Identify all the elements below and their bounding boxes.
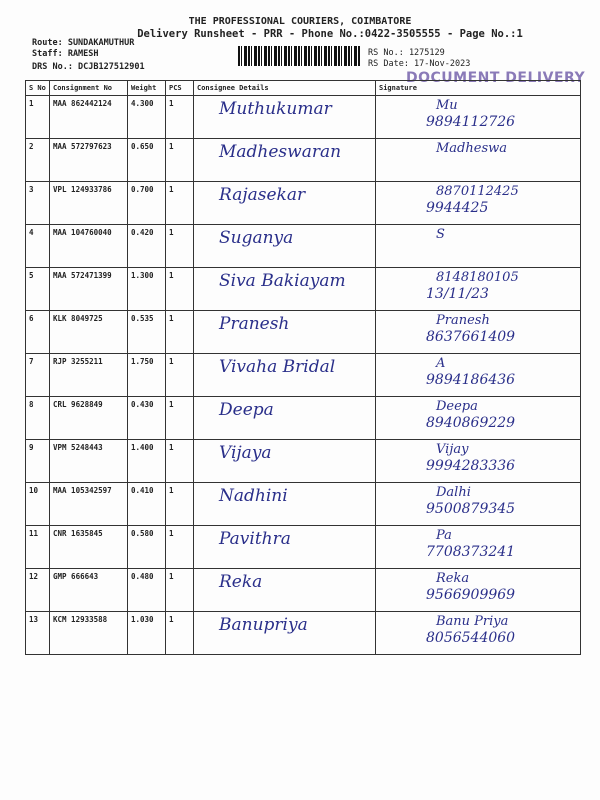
consignee-name: Reka xyxy=(219,572,263,592)
row-sno: 5 xyxy=(26,268,50,311)
document-delivery-stamp: DOCUMENT DELIVERY xyxy=(406,70,586,86)
table-row xyxy=(26,268,581,311)
row-sno: 7 xyxy=(26,354,50,397)
row-signature xyxy=(376,139,581,182)
row-weight: 1.750 xyxy=(128,354,166,397)
row-pcs: 1 xyxy=(166,96,194,139)
rs-number: RS No.: 1275129 xyxy=(368,48,445,58)
row-weight: 1.030 xyxy=(128,612,166,655)
row-signature xyxy=(376,397,581,440)
table-row xyxy=(26,182,581,225)
signature-phone: 8940869229 xyxy=(426,415,516,431)
row-sno: 4 xyxy=(26,225,50,268)
row-signature xyxy=(376,483,581,526)
consignee-name: Banupriya xyxy=(219,615,308,635)
row-consignment: GMP 666643 xyxy=(50,569,128,612)
signature-phone: 9894112726 xyxy=(426,114,516,130)
route-label: Route: SUNDAKAMUTHUR xyxy=(32,38,135,48)
signature-mark: Reka xyxy=(436,571,470,586)
row-sno: 13 xyxy=(26,612,50,655)
row-consignment: VPM 5248443 xyxy=(50,440,128,483)
consignee-name: Vivaha Bridal xyxy=(219,357,336,377)
row-consignment: KLK 8049725 xyxy=(50,311,128,354)
signature-mark: Banu Priya xyxy=(436,614,509,629)
signature-phone: 9944425 xyxy=(426,200,489,216)
table-row xyxy=(26,612,581,655)
row-sno: 10 xyxy=(26,483,50,526)
row-sno: 1 xyxy=(26,96,50,139)
row-consignment: CNR 1635845 xyxy=(50,526,128,569)
row-signature xyxy=(376,311,581,354)
row-weight: 0.580 xyxy=(128,526,166,569)
row-sno: 2 xyxy=(26,139,50,182)
table-row xyxy=(26,139,581,182)
row-consignee xyxy=(194,483,376,526)
consignee-name: Nadhini xyxy=(219,486,288,506)
row-consignee xyxy=(194,440,376,483)
row-consignment: VPL 124933786 xyxy=(50,182,128,225)
row-weight: 0.420 xyxy=(128,225,166,268)
row-sno: 8 xyxy=(26,397,50,440)
row-consignee xyxy=(194,182,376,225)
signature-mark: Pa xyxy=(436,528,452,543)
row-pcs: 1 xyxy=(166,483,194,526)
table-row xyxy=(26,354,581,397)
row-weight: 1.300 xyxy=(128,268,166,311)
table-row xyxy=(26,225,581,268)
row-consignee xyxy=(194,96,376,139)
row-sno: 6 xyxy=(26,311,50,354)
signature-phone: 9894186436 xyxy=(426,372,516,388)
consignee-name: Pranesh xyxy=(219,314,290,334)
row-consignee xyxy=(194,397,376,440)
row-pcs: 1 xyxy=(166,182,194,225)
row-consignment: MAA 572471399 xyxy=(50,268,128,311)
consignee-name: Vijaya xyxy=(219,443,272,463)
signature-mark: Mu xyxy=(436,98,458,113)
row-consignee xyxy=(194,139,376,182)
col-sno: S No xyxy=(26,81,50,96)
company-title: THE PROFESSIONAL COURIERS, COIMBATORE xyxy=(188,16,412,27)
row-pcs: 1 xyxy=(166,139,194,182)
row-consignee xyxy=(194,268,376,311)
consignee-name: Deepa xyxy=(219,400,274,420)
table-row xyxy=(26,397,581,440)
signature-phone: 7708373241 xyxy=(426,544,516,560)
signature-phone: 13/11/23 xyxy=(426,286,489,302)
row-weight: 1.400 xyxy=(128,440,166,483)
table-row xyxy=(26,440,581,483)
consignee-name: Siva Bakiayam xyxy=(219,271,346,291)
signature-mark: S xyxy=(436,227,445,242)
row-consignee xyxy=(194,612,376,655)
row-consignment: RJP 3255211 xyxy=(50,354,128,397)
signature-mark: 8870112425 xyxy=(436,184,519,199)
row-signature xyxy=(376,526,581,569)
row-consignment: CRL 9628849 xyxy=(50,397,128,440)
row-sno: 11 xyxy=(26,526,50,569)
row-pcs: 1 xyxy=(166,268,194,311)
row-weight: 0.480 xyxy=(128,569,166,612)
col-weight: Weight xyxy=(128,81,166,96)
row-pcs: 1 xyxy=(166,569,194,612)
row-sno: 9 xyxy=(26,440,50,483)
row-consignee xyxy=(194,354,376,397)
table-row xyxy=(26,96,581,139)
row-weight: 0.700 xyxy=(128,182,166,225)
row-weight: 0.410 xyxy=(128,483,166,526)
col-consignee: Consignee Details xyxy=(194,81,376,96)
row-sno: 12 xyxy=(26,569,50,612)
row-consignee xyxy=(194,225,376,268)
row-weight: 0.430 xyxy=(128,397,166,440)
signature-phone: 9500879345 xyxy=(426,501,516,517)
row-consignment: KCM 12933588 xyxy=(50,612,128,655)
col-pcs: PCS xyxy=(166,81,194,96)
row-pcs: 1 xyxy=(166,354,194,397)
signature-phone: 8056544060 xyxy=(426,630,516,646)
signature-mark: Dalhi xyxy=(436,485,471,500)
table-row xyxy=(26,483,581,526)
row-consignee xyxy=(194,311,376,354)
runsheet-table xyxy=(25,80,581,655)
row-consignment: MAA 104760040 xyxy=(50,225,128,268)
table-header-row xyxy=(26,81,581,96)
barcode xyxy=(238,46,360,66)
rs-date: RS Date: 17-Nov-2023 xyxy=(368,59,471,69)
row-consignment: MAA 572797623 xyxy=(50,139,128,182)
signature-mark: Deepa xyxy=(436,399,478,414)
row-consignee xyxy=(194,569,376,612)
row-signature xyxy=(376,354,581,397)
row-signature xyxy=(376,612,581,655)
row-signature xyxy=(376,268,581,311)
drs-label: DRS No.: DCJB127512901 xyxy=(32,62,145,72)
table-row xyxy=(26,311,581,354)
row-signature xyxy=(376,440,581,483)
row-sno: 3 xyxy=(26,182,50,225)
row-signature xyxy=(376,96,581,139)
consignee-name: Pavithra xyxy=(219,529,291,549)
consignee-name: Suganya xyxy=(219,228,294,248)
consignee-name: Muthukumar xyxy=(219,99,332,119)
staff-label: Staff: RAMESH xyxy=(32,49,99,59)
row-consignment: MAA 105342597 xyxy=(50,483,128,526)
row-weight: 4.300 xyxy=(128,96,166,139)
row-weight: 0.535 xyxy=(128,311,166,354)
consignee-name: Rajasekar xyxy=(219,185,306,205)
runsheet-subtitle: Delivery Runsheet - PRR - Phone No.:0422-3505555 - Page No.:1 xyxy=(137,28,523,40)
signature-mark: Pranesh xyxy=(436,313,490,328)
col-consignment: Consignment No xyxy=(50,81,128,96)
row-pcs: 1 xyxy=(166,311,194,354)
row-signature xyxy=(376,182,581,225)
row-pcs: 1 xyxy=(166,397,194,440)
signature-mark: Madheswa xyxy=(436,141,507,156)
row-pcs: 1 xyxy=(166,440,194,483)
row-pcs: 1 xyxy=(166,526,194,569)
row-weight: 0.650 xyxy=(128,139,166,182)
signature-phone: 8637661409 xyxy=(426,329,516,345)
signature-phone: 9566909969 xyxy=(426,587,516,603)
signature-mark: A xyxy=(436,356,446,371)
table-row xyxy=(26,569,581,612)
row-pcs: 1 xyxy=(166,612,194,655)
row-pcs: 1 xyxy=(166,225,194,268)
signature-mark: Vijay xyxy=(436,442,469,457)
row-signature xyxy=(376,569,581,612)
row-consignee xyxy=(194,526,376,569)
signature-phone: 9994283336 xyxy=(426,458,516,474)
row-signature xyxy=(376,225,581,268)
row-consignment: MAA 862442124 xyxy=(50,96,128,139)
col-signature: Signature xyxy=(376,81,581,96)
consignee-name: Madheswaran xyxy=(219,142,342,162)
table-row xyxy=(26,526,581,569)
signature-mark: 8148180105 xyxy=(436,270,519,285)
